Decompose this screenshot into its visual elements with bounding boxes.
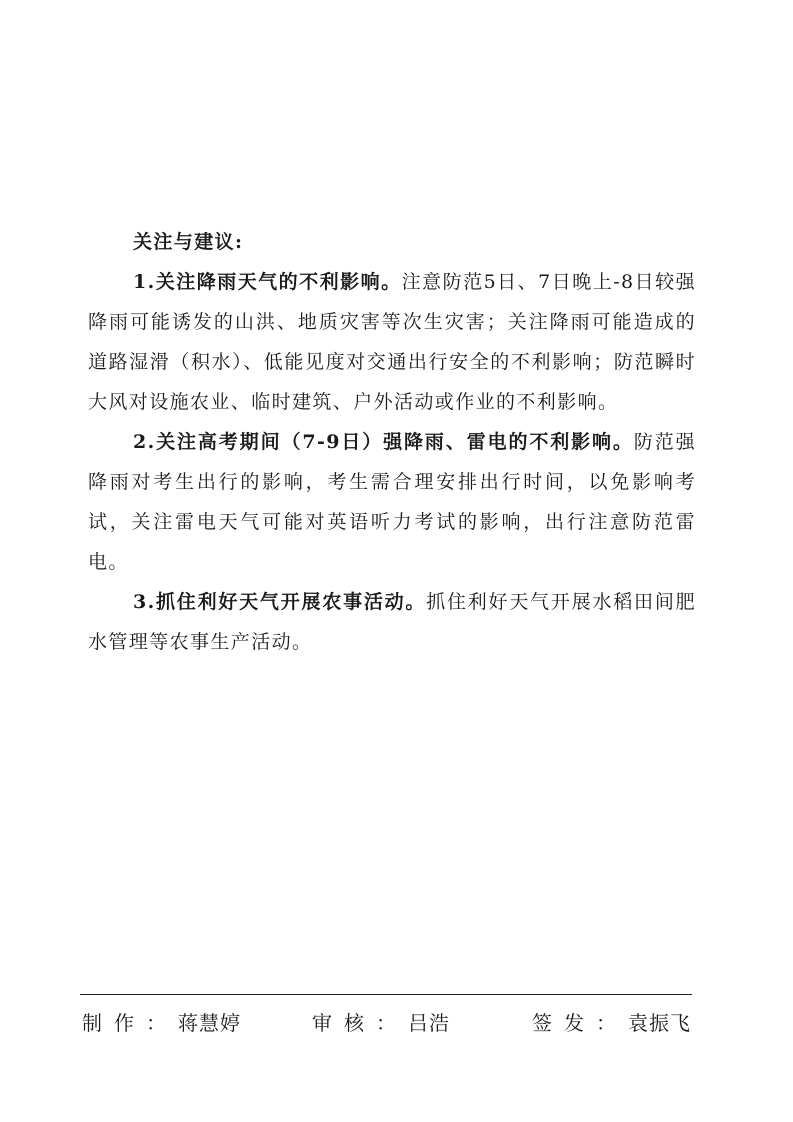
advice-section: [88, 222, 696, 662]
section-heading: 关注与建议:: [133, 231, 244, 253]
reviewer-label: 审核：: [312, 1011, 408, 1035]
advice-item-3-lead: 3.抓住利好天气开展农事活动。: [133, 591, 427, 613]
advice-item-1-body: 注意防范5日、7日晚上-8日较强降雨可能诱发的山洪、地质灾害等次生灾害；关注降雨可能造成的道路湿滑（积水）、低能见度对交通出行安全的不利影响；防范瞬时大风对设施农业、临时建筑、户外活动或作业的不利影响。: [88, 271, 696, 413]
reviewer-name: 吕浩: [408, 1011, 450, 1035]
maker-name: 蒋慧婷: [178, 1011, 241, 1035]
signature-footer: [82, 1007, 692, 1039]
issuer-credit: [532, 1007, 691, 1036]
footer-divider: [80, 994, 692, 995]
advice-item-3: [88, 582, 696, 662]
advice-item-2-lead: 2.关注高考期间（7-9日）强降雨、雷电的不利影响。: [133, 431, 634, 453]
maker-label: 制作：: [82, 1011, 178, 1035]
advice-item-2-body: 防范强降雨对考生出行的影响，考生需合理安排出行时间，以免影响考试，关注雷电天气可能对英语听力考试的影响，出行注意防范雷电。: [88, 431, 697, 573]
reviewer-credit: [312, 1007, 450, 1036]
advice-item-1-lead: 1.关注降雨天气的不利影响。: [133, 271, 402, 293]
advice-item-2: [88, 422, 696, 582]
issuer-label: 签发：: [532, 1011, 628, 1035]
advice-item-1: [88, 262, 696, 422]
issuer-name: 袁振飞: [628, 1011, 691, 1035]
advice-item-3-body: 抓住利好天气开展水稻田间肥水管理等农事生产活动。: [88, 591, 696, 653]
maker-credit: [82, 1007, 241, 1036]
